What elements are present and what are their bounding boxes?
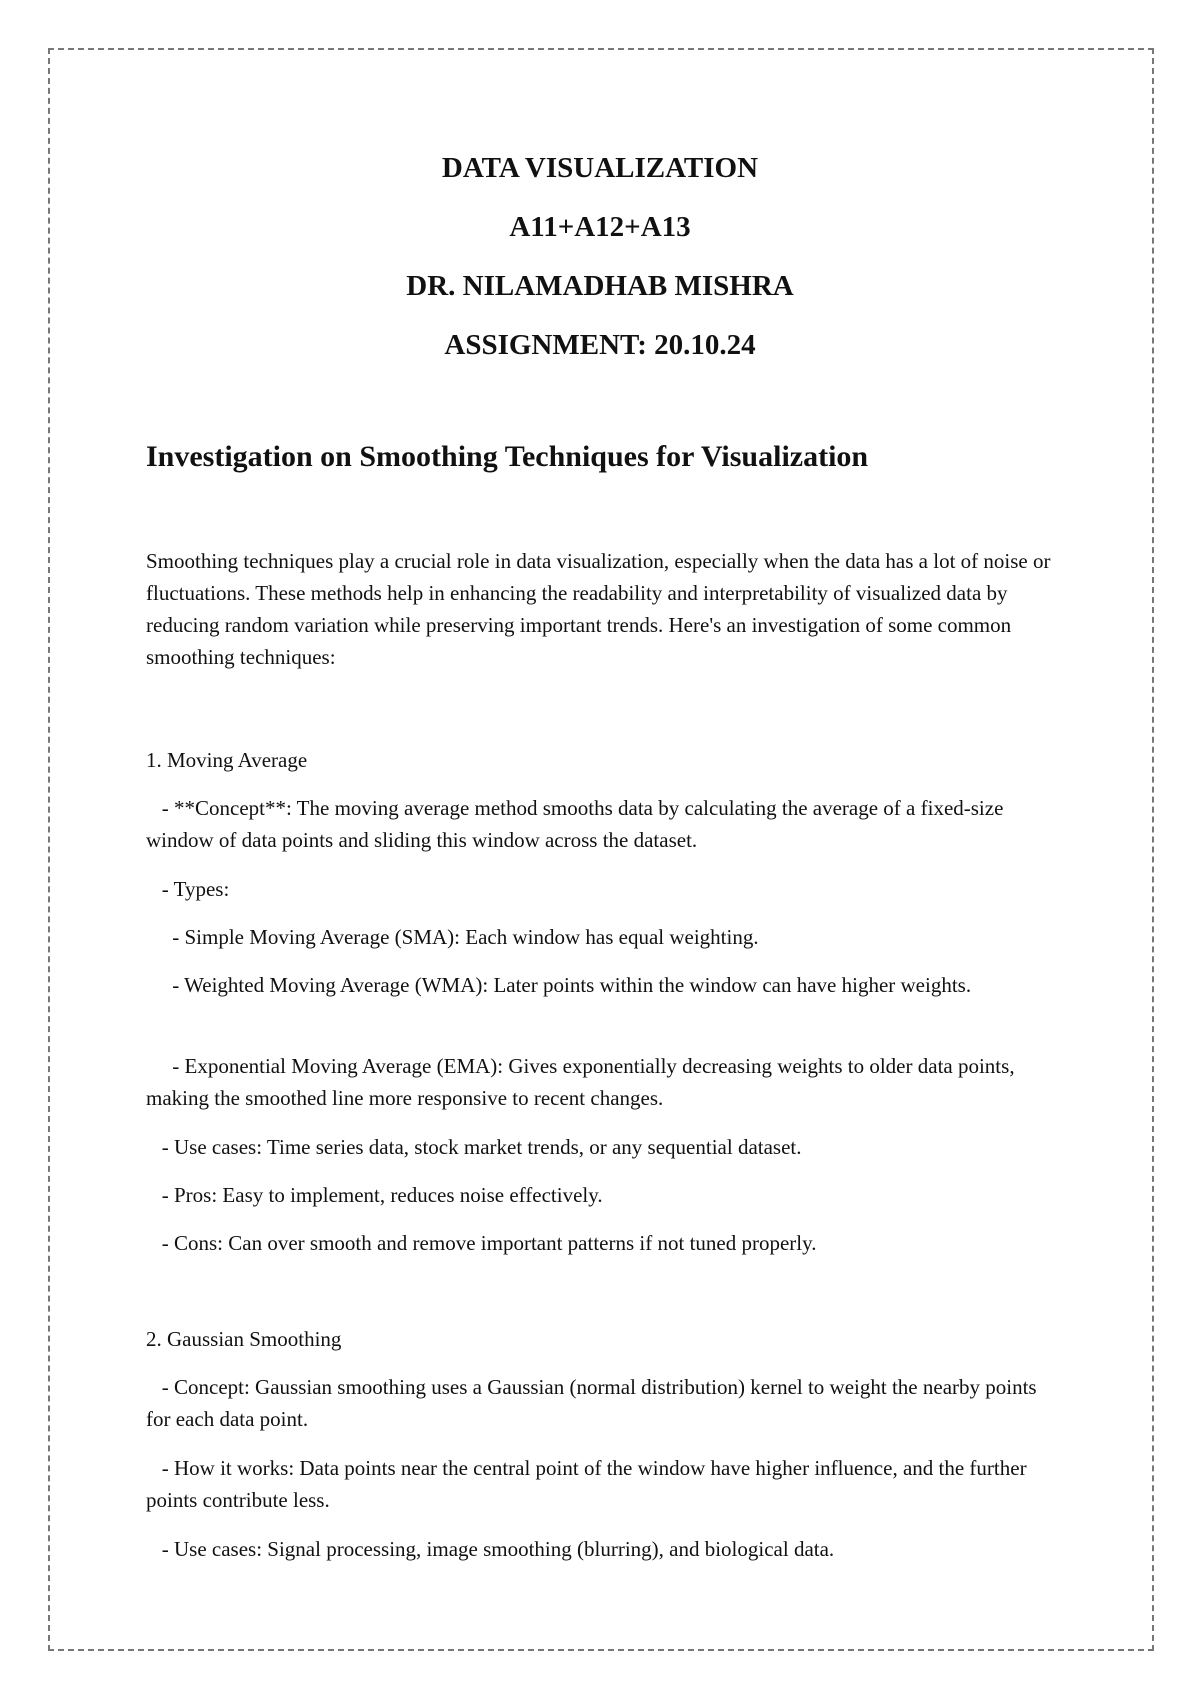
intro-paragraph: Smoothing techniques play a crucial role in data visualization, especially when the data has a lot of noise or fluctuations. These methods help in enhancing the readability and interpretability of visualized data by reducing random variation while preserving important trends. Here's an investigation of some common smoothing techniques:: [146, 549, 1051, 669]
moving-average-wma: - Weighted Moving Average (WMA): Later points within the window can have higher weights.: [146, 973, 972, 997]
moving-average-concept: - **Concept**: The moving average method smooths data by calculating the average of a fixed-size window of data points and sliding this window across the dataset.: [146, 796, 1009, 852]
moving-average-types: - Types:: [146, 877, 230, 901]
section-codes: A11+A12+A13: [509, 211, 691, 243]
document-header: [0, 146, 1200, 382]
moving-average-sma: - Simple Moving Average (SMA): Each window has equal weighting.: [146, 925, 759, 949]
instructor-name: DR. NILAMADHAB MISHRA: [406, 270, 794, 302]
assignment-date: ASSIGNMENT: 20.10.24: [444, 329, 756, 361]
moving-average-use-cases: - Use cases: Time series data, stock market trends, or any sequential dataset.: [146, 1135, 802, 1159]
document-title: Investigation on Smoothing Techniques for Visualization: [146, 440, 869, 473]
gaussian-how-it-works: - How it works: Data points near the central point of the window have higher influence, and the further points contribute less.: [146, 1456, 1032, 1512]
moving-average-ema: - Exponential Moving Average (EMA): Gives exponentially decreasing weights to older data points, making the smoothed line more responsive to recent changes.: [146, 1054, 1020, 1110]
gaussian-use-cases: - Use cases: Signal processing, image smoothing (blurring), and biological data.: [146, 1537, 835, 1561]
moving-average-pros: - Pros: Easy to implement, reduces noise effectively.: [146, 1183, 603, 1207]
moving-average-heading: 1. Moving Average: [146, 748, 308, 772]
moving-average-cons: - Cons: Can over smooth and remove important patterns if not tuned properly.: [146, 1231, 817, 1255]
course-title: DATA VISUALIZATION: [441, 152, 759, 184]
gaussian-heading: 2. Gaussian Smoothing: [146, 1327, 342, 1351]
gaussian-concept: - Concept: Gaussian smoothing uses a Gaussian (normal distribution) kernel to weight the nearby points for each data point.: [146, 1375, 1042, 1431]
